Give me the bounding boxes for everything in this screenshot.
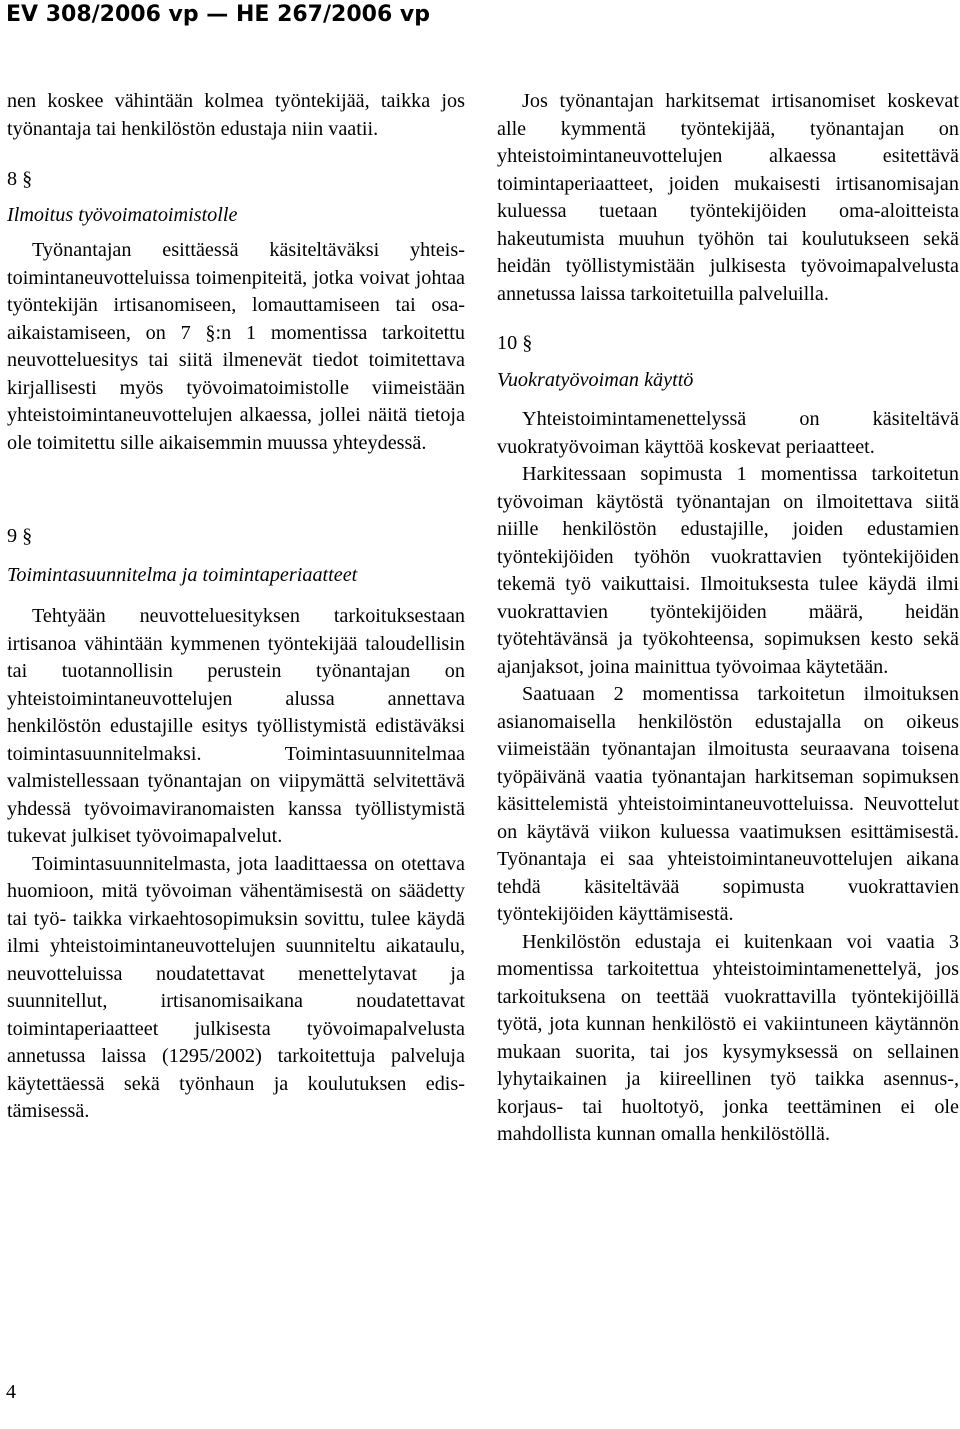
- left-column: [7, 88, 465, 1126]
- page-header: EV 308/2006 vp — HE 267/2006 vp: [6, 2, 431, 27]
- section-10-paragraph-4: Henkilöstön edustaja ei kuitenkaan voi vaatia 3 momentissa tarkoitettua yhteistoimintamenettelyä, jos tarkoituksena on teettää vuokrattavilla työntekijöillä työtä, jota kunnan henkilöstö ei vakiintuneen käytännön mukaan suorita, tai jos kysymyksessä on sellainen lyhytaikainen ja kiireellinen työ taikka asennus-, korjaus- tai huoltotyö, jonka teettäminen ei ole mahdollista kunnan omalla henkilöstöllä.: [497, 930, 959, 1145]
- page-number: 4: [6, 1381, 16, 1403]
- left-intro-paragraph: nen koskee vähintään kolmea työntekijää, taikka jos työnantaja tai henkilöstön edustaja niin vaatii.: [7, 90, 465, 140]
- section-10-number: 10 §: [497, 332, 533, 354]
- section-9-paragraph-1: Tehtyään neuvotteluesityksen tarkoituksestaan irtisanoa vähintään kymmenen työntekijää taloudellisin tai tuotannollisin perustein työnantajan on yhteistoimintaneuvottelujen alussa annettava henkilöstön edustajille esitys työllistymistä edistäväksi toimintasuunnitelmaksi. Toimintasuunnitelmaa valmistellessaan työnantajan on viipymättä selvitettävä yhdessä työvoimaviranomaisten kanssa työllistymistä tukevat julkiset työvoimapalvelut.: [7, 605, 465, 847]
- section-10-title: Vuokratyövoiman käyttö: [497, 368, 694, 391]
- section-10-paragraph-3: Saatuaan 2 momentissa tarkoitetun ilmoituksen asianomaisella henkilöstön edustajalla on oikeus viimeistään työnantajan ilmoitusta seuraavana toisena työpäivänä vaatia työnantajan harkitseman sopimuksen käsittelemistä yhteistoimintaneuvotteluissa. Neuvottelut on käytävä viikon kuluessa vaatimuksen esittämisestä. Työnantaja ei saa yhteistoimintaneuvottelujen aikana tehdä käsiteltävää sopimusta vuokrattavien työntekijöiden käyttämisestä.: [497, 683, 959, 925]
- section-8-paragraph-1: Työnantajan esittäessä käsiteltäväksi yhteistoimintaneuvotteluissa toimenpiteitä, jotka voivat johtaa työntekijän irtisanomiseen, lomauttamiseen tai osa-aikaistamiseen, on 7 §:n 1 momentissa tarkoitettu neuvotteluesitys tai siitä ilmenevät tiedot toimitettava kirjallisesti myös työvoimatoimistolle viimeistään yhteistoimintaneuvottelujen alkaessa, jollei näitä tietoja ole toimitettu sille aikaisemmin muussa yhteydessä.: [7, 239, 465, 454]
- right-intro-paragraph: Jos työnantajan harkitsemat irtisanomiset koskevat alle kymmentä työntekijää, työnantajan on yhteistoimintaneuvottelujen alkaessa esitettävä toimintaperiaatteet, joiden mukaisesti irtisanomisajan kuluessa tuetaan työntekijöiden oma-aloitteista hakeutumista muuhun työhön tai koulutukseen sekä heidän työllistymistään julkisesta työvoimapalvelusta annetussa laissa tarkoitetuilla palveluilla.: [497, 90, 959, 305]
- section-10-paragraph-1: Yhteistoimintamenettelyssä on käsiteltävä vuokratyövoiman käyttöä koskevat periaatteet.: [497, 408, 959, 458]
- section-9-title: Toimintasuunnitelma ja toimintaperiaatteet: [7, 563, 358, 586]
- section-9-number: 9 §: [7, 525, 33, 547]
- section-10-paragraph-2: Harkitessaan sopimusta 1 momentissa tarkoitetun työvoiman käytöstä työnantajan on ilmoitettava siitä niille henkilöstön edustajille, joiden edustamien työntekijöiden työhön vuokrattavien työntekijöiden tekemä työ vaikuttaisi. Ilmoituksesta tulee käydä ilmi vuokrattavien työntekijöiden määrä, heidän työtehtävänsä ja työkohteensa, sopimuksen kesto sekä ajanjaksot, joina mainittua työvoimaa käytetään.: [497, 463, 959, 678]
- right-column: [497, 88, 959, 1149]
- section-8-number: 8 §: [7, 168, 33, 190]
- section-9-paragraph-2: Toimintasuunnitelmasta, jota laadittaessa on otettava huomioon, mitä työvoiman vähentämisestä on säädetty tai työ- taikka virkaehtosopimuksin sovittu, tulee käydä ilmi yhteistoimintaneuvottelujen suunniteltu aikataulu, neuvotteluissa noudatettavat menettelytavat ja suunnitellut, irtisanomisaikana noudatettavat toimintaperiaatteet julkisesta työvoimapalvelusta annetussa laissa (1295/2002) tarkoitettuja palveluja käytettäessä sekä työnhaun ja koulutuksen edistämisessä.: [7, 852, 465, 1122]
- section-8-title: Ilmoitus työvoimatoimistolle: [7, 203, 238, 226]
